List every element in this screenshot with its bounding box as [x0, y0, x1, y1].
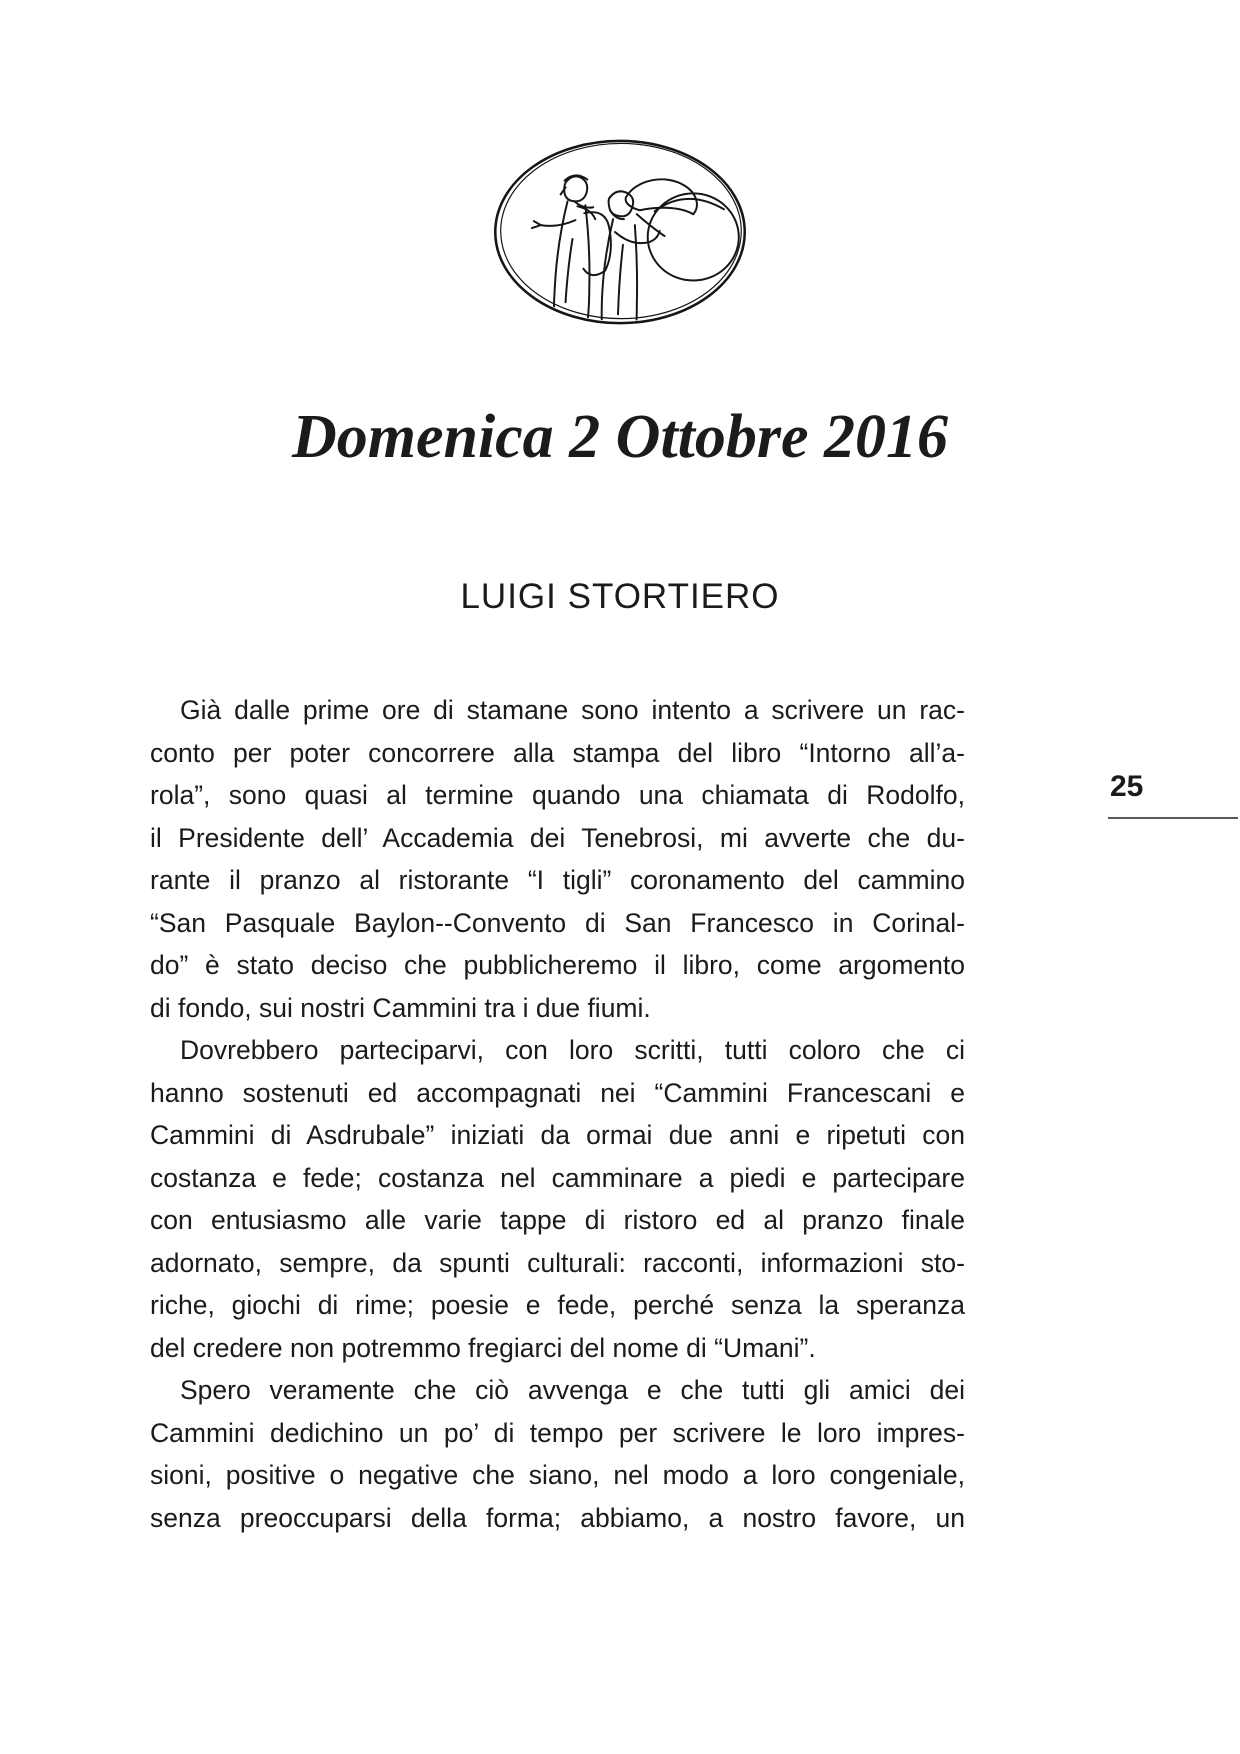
body-line: conto per poter concorrere alla stampa del libro “Intorno all’a-: [150, 737, 965, 768]
body-line: “San Pasquale Baylon--Convento di San Francesco in Corinal-: [150, 907, 965, 938]
front-pilgrim-body-front: [554, 201, 568, 324]
front-pilgrim-fold: [566, 239, 573, 302]
body-line: sioni, positive o negative che siano, nel modo a loro congeniale,: [150, 1460, 965, 1490]
page-number-rule: [1108, 817, 1238, 819]
body-line: hanno sostenuti ed accompagnati nei “Cammini Francescani e: [150, 1077, 965, 1108]
body-line: con entusiasmo alle varie tappe di ristoro ed al pranzo finale: [150, 1205, 965, 1235]
body-line: Già dalle prime ore di stamane sono intento a scrivere un rac-: [180, 695, 965, 725]
body-line: del credere non potremmo fregiarci del nome di “Umani”.: [150, 1332, 816, 1363]
rear-pilgrim-fold: [618, 245, 623, 314]
rear-pilgrim-arm: [615, 231, 660, 243]
body-text: [150, 689, 965, 1539]
page-number: 25: [1110, 770, 1144, 803]
front-pilgrim-arm: [541, 220, 576, 226]
front-pilgrim-head: [564, 176, 587, 201]
body-line: senza preoccuparsi della forma; abbiamo, a nostro favore, un: [150, 1502, 965, 1533]
page-title: Domenica 2 Ottobre 2016: [291, 403, 949, 471]
author-name: LUIGI STORTIERO: [460, 577, 780, 616]
body-line: Spero veramente che ciò avvenga e che tutti gli amici dei: [180, 1375, 965, 1405]
vignette-oval-outer: [495, 141, 744, 323]
body-line: il Presidente dell’ Accademia dei Tenebrosi, mi avverte che du-: [150, 822, 965, 853]
body-line: riche, giochi di rime; poesie e fede, perché senza la speranza: [150, 1290, 965, 1320]
rear-pilgrim-body-back: [635, 225, 637, 330]
body-line: Cammini dedichino un po’ di tempo per scrivere le loro impres-: [150, 1417, 965, 1448]
front-pilgrim-hand: [532, 221, 541, 228]
rear-pilgrim-shoulder-sack: [626, 179, 697, 214]
body-line: Cammini di Asdrubale” iniziati da ormai due anni e ripetuti con: [150, 1120, 965, 1150]
body-line: adornato, sempre, da spunti culturali: racconti, informazioni sto-: [150, 1247, 965, 1278]
body-line: Dovrebbero parteciparvi, con loro scritti, tutti coloro che ci: [180, 1035, 965, 1065]
rear-pilgrim-sack-strap: [637, 214, 665, 236]
body-line: do” è stato deciso che pubblicheremo il libro, come argomento: [150, 950, 965, 980]
front-pilgrim-body-back: [585, 205, 589, 324]
rear-pilgrim-big-sack-sketch: [655, 199, 724, 211]
body-line: di fondo, sui nostri Cammini tra i due fiumi.: [150, 992, 651, 1023]
body-line: rola”, sono quasi al termine quando una chiamata di Rodolfo,: [150, 780, 965, 810]
body-line: costanza e fede; costanza nel camminare a piedi e partecipare: [150, 1162, 965, 1193]
vignette-oval-inner: [501, 143, 742, 318]
pilgrims-illustration: [487, 136, 753, 334]
body-line: rante il pranzo al ristorante “I tigli” coronamento del cammino: [150, 865, 965, 895]
